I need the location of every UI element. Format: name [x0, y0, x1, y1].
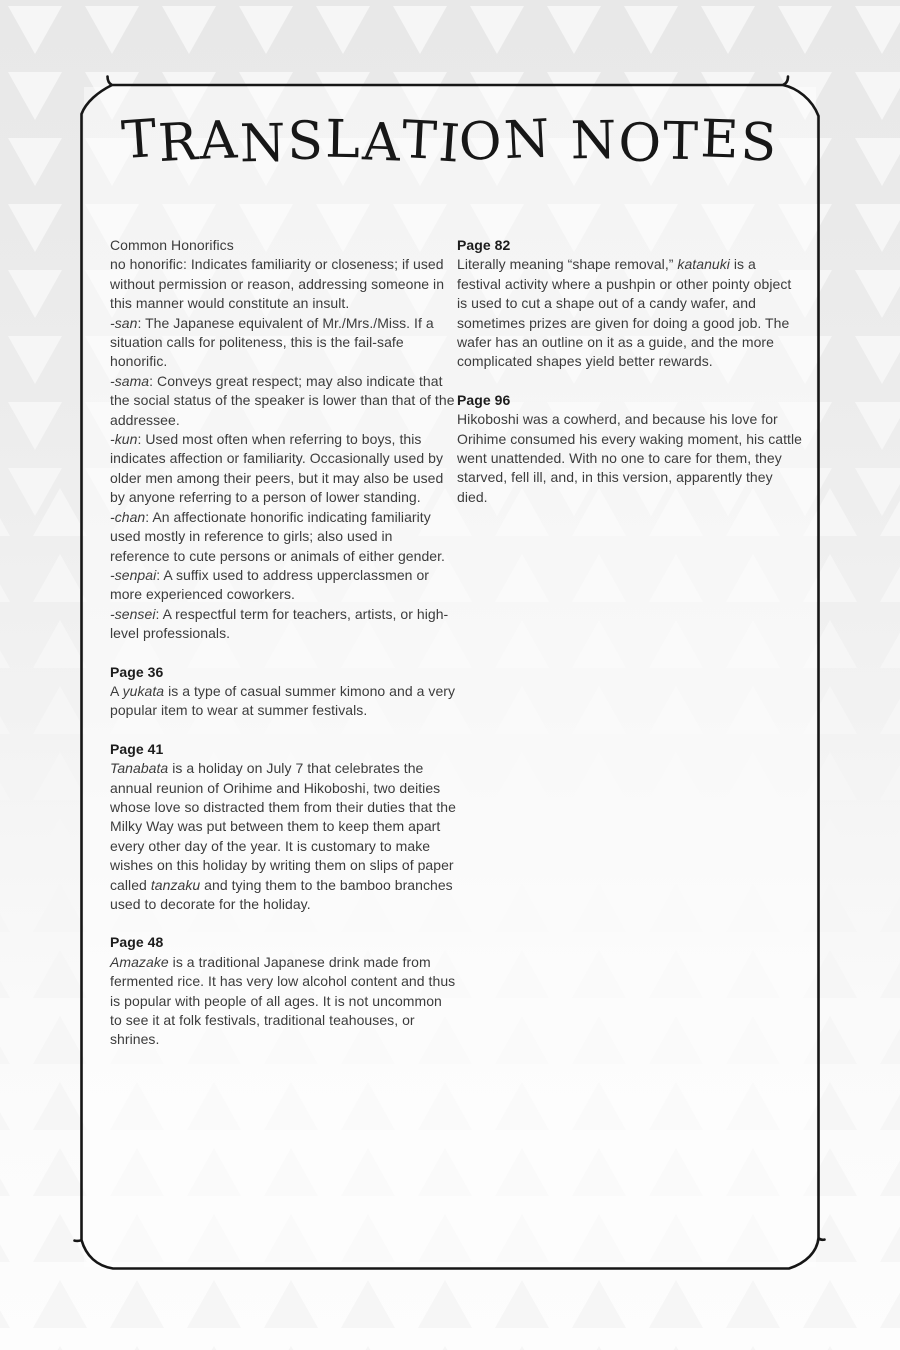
note-paragraph — [457, 255, 803, 371]
note-section — [110, 663, 456, 721]
japanese-term: yukata — [122, 682, 165, 699]
note-text: Hikoboshi was a cowherd, and because his love for Orihime consumed his every waking moment, his cattle went unattended. With no one to care for them, they starved, fell ill, and, in this version, apparently they died. — [457, 411, 802, 505]
title-letter: A — [361, 112, 403, 174]
note-section — [110, 236, 456, 644]
note-paragraph — [110, 605, 456, 644]
japanese-term: tanzaku — [150, 876, 201, 893]
note-paragraph — [110, 682, 456, 721]
section-heading: Page 96 — [457, 391, 511, 408]
note-text: no honorific: Indicates familiarity or closeness; if used without permission or reason, addressing someone in this manner would constitute an insult. — [110, 256, 445, 312]
japanese-term: -chan — [110, 508, 146, 525]
title-letter: S — [287, 112, 326, 172]
note-text: Literally meaning “shape removal,” — [457, 256, 678, 273]
note-text: A — [110, 682, 123, 699]
japanese-term: -san — [110, 314, 138, 331]
notes-column-right — [457, 236, 803, 507]
title-letter: S — [739, 112, 780, 174]
title-letter: T — [119, 108, 161, 172]
title-letter: N — [502, 108, 554, 172]
note-section — [110, 740, 456, 915]
note-paragraph — [110, 759, 456, 914]
section-heading: Page 41 — [110, 740, 164, 757]
japanese-term: -senpai — [110, 566, 157, 583]
note-paragraph — [457, 410, 803, 507]
japanese-term: -sama — [110, 372, 150, 389]
title-letter: O — [618, 114, 664, 174]
japanese-term: katanuki — [677, 256, 730, 273]
japanese-term: -kun — [110, 431, 138, 448]
note-section — [457, 391, 803, 507]
section-heading: Page 36 — [110, 663, 164, 680]
title-letter: N — [239, 113, 288, 175]
section-heading: Page 48 — [110, 934, 164, 951]
note-text: is a holiday on July 7 that celebrates the annual reunion of Orihime and Hikoboshi, two deities whose love so distracted them from their duties that the Milky Way was put between them to keep them apart every other day of the year. It is customary to make wishes on this holiday by writing them on slips of paper called — [110, 760, 456, 893]
note-paragraph — [110, 255, 456, 313]
japanese-term: Amazake — [110, 953, 169, 970]
note-paragraph — [110, 430, 456, 508]
note-paragraph — [110, 566, 456, 605]
note-paragraph — [110, 314, 456, 372]
title-letter: L — [324, 109, 363, 171]
note-text: : The Japanese equivalent of Mr./Mrs./Miss. If a situation calls for politeness, this is the fail-safe honorific. — [110, 314, 434, 370]
title-letter: A — [198, 110, 241, 172]
note-paragraph — [110, 508, 456, 566]
title-letter — [551, 107, 572, 180]
note-text: : Used most often when referring to boys, this indicates affection or familiarity. Occasionally used by older men among their peers, but it may also be used by anyone referring to a person of lower standing. — [110, 431, 444, 506]
title-letter: R — [156, 111, 202, 175]
note-text: : Conveys great respect; may also indicate that the social status of the speaker is lower than that of the addressee. — [110, 372, 455, 428]
title-letter: T — [662, 111, 701, 173]
section-heading: Common Honorifics — [110, 237, 234, 253]
note-text: : A respectful term for teachers, artists, or high-level professionals. — [110, 605, 449, 642]
note-text: : An affectionate honorific indicating familiarity used mostly in reference to girls; also used in reference to cute persons or animals of either gender. — [110, 508, 446, 564]
japanese-term: -sensei — [110, 605, 156, 622]
note-section — [457, 236, 803, 372]
note-paragraph — [110, 372, 456, 430]
note-paragraph — [110, 953, 456, 1050]
note-section — [110, 933, 456, 1049]
title-letter: T — [400, 110, 441, 172]
note-text: and tying them to the bamboo branches used to decorate for the holiday. — [110, 876, 453, 912]
title-letter: O — [457, 110, 507, 174]
title-letter: N — [570, 110, 619, 172]
note-text: is a type of casual summer kimono and a very popular item to wear at summer festivals. — [110, 682, 456, 719]
note-text: is a festival activity where a pushpin or other pointy object is used to cut a shape out of a candy wafer, and sometimes prizes are given for doing a good job. The wafer has an outline on it as a guide, and the more complicated shapes yield better rewards. — [457, 256, 792, 370]
note-text: is a traditional Japanese drink made from fermented rice. It has very low alcohol content and thus is popular with people of all ages. It is not uncommon to see it at folk festivals, traditional teahouses, or shrines. — [110, 953, 456, 1048]
note-text: : A suffix used to address upperclassmen or more experienced coworkers. — [110, 566, 429, 603]
japanese-term: Tanabata — [110, 760, 169, 777]
notes-column-left — [110, 236, 456, 1050]
page-title — [80, 106, 820, 178]
title-letter: I — [436, 113, 464, 175]
title-letter: E — [699, 109, 742, 171]
section-heading: Page 82 — [457, 237, 511, 253]
